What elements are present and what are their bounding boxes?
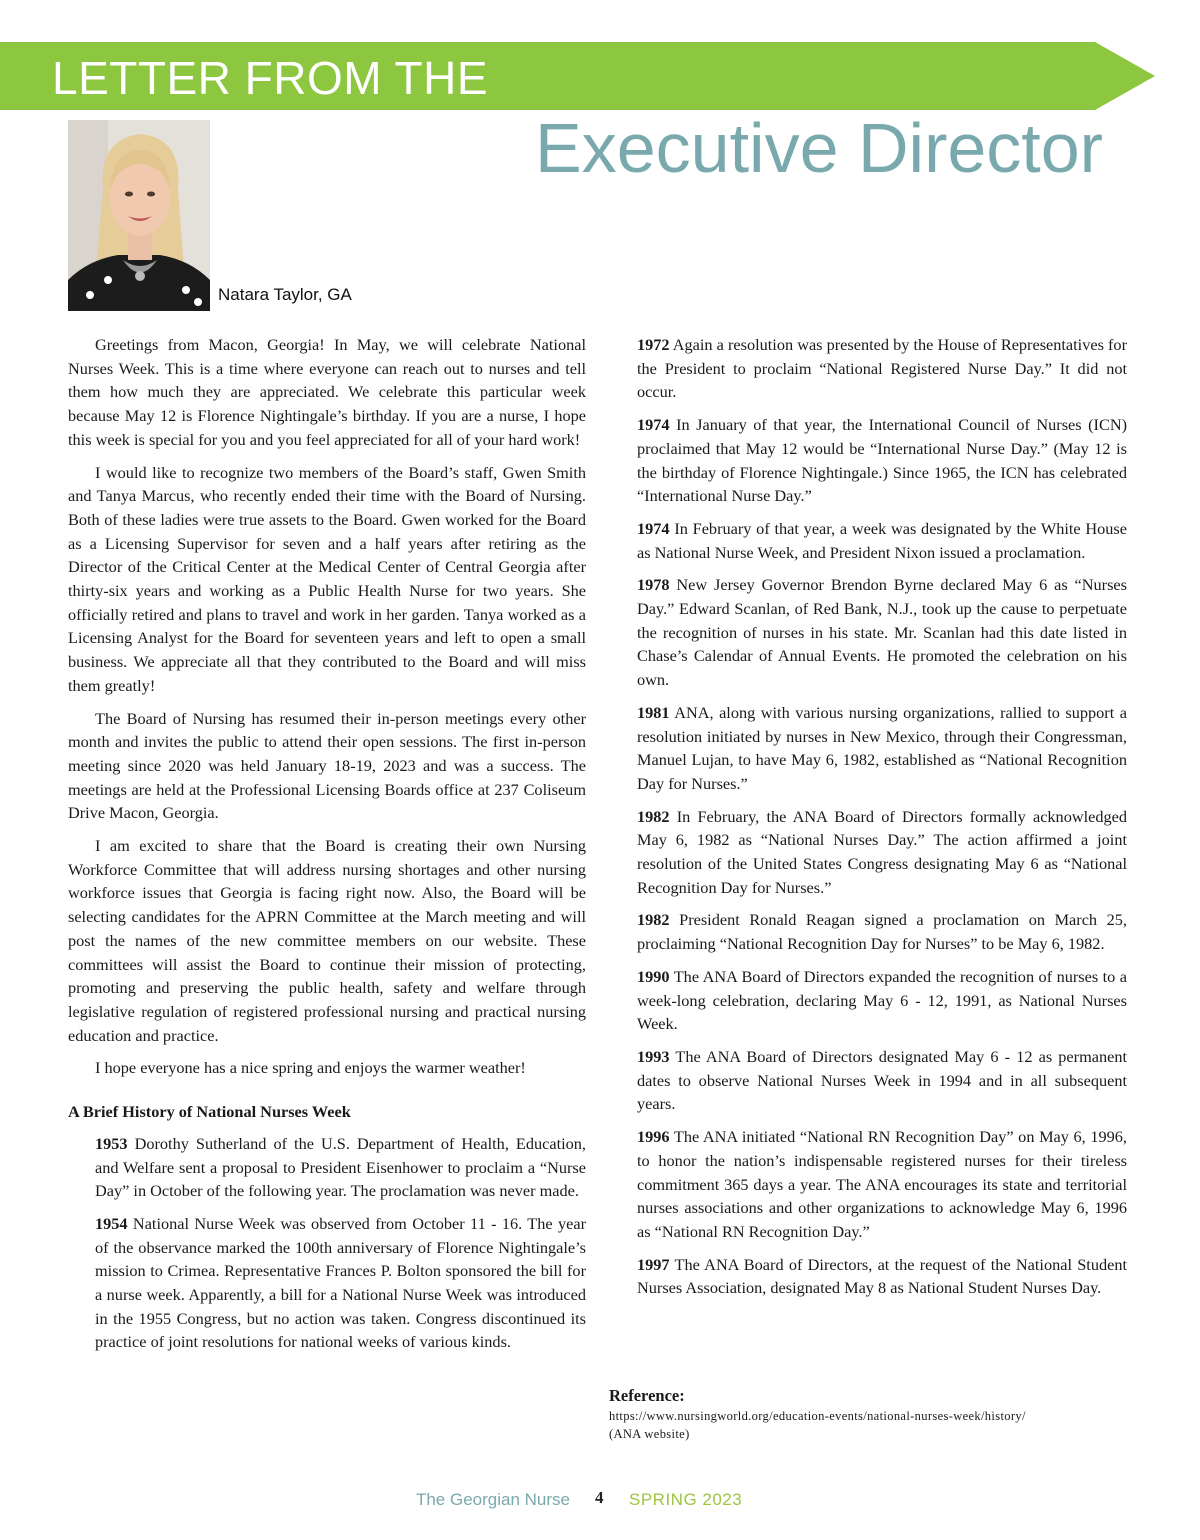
history-entry xyxy=(637,517,1127,564)
history-entry xyxy=(637,1253,1127,1300)
letter-paragraph: The Board of Nursing has resumed their in-person meetings every other month and invites the public to attend their open sessions. The first in-person meeting since 2020 was held January 18-19, 2023 and was a success. The meetings are held at the Professional Licensing Boards office at 237 Coliseum Drive Macon, Georgia. xyxy=(68,708,586,823)
history-entry xyxy=(637,1045,1127,1116)
history-text: President Ronald Reagan signed a proclamation on March 25, proclaiming “National Recognition Day for Nurses” to be May 6, 1982. xyxy=(637,910,1127,954)
history-year: 1978 xyxy=(637,575,670,595)
history-year: 1972 xyxy=(637,335,670,354)
history-entry xyxy=(637,573,1127,692)
history-year: 1953 xyxy=(95,1133,128,1153)
history-text: The ANA Board of Directors designated May 6 - 12 as permanent dates to observe National Nurses Week in 1994 and in all subsequent years. xyxy=(637,1046,1127,1114)
history-text: In February of that year, a week was designated by the White House as National Nurse Week, and President Nixon issued a proclamation. xyxy=(637,518,1127,562)
letter-paragraph: I would like to recognize two members of the Board’s staff, Gwen Smith and Tanya Marcus, who recently ended their time with the Board of Nursing. Both of these ladies were true assets to the Board. Gwen worked for the Board as a Licensing Supervisor for seven and a half years after retiring as the Director of the Critical Center at the Medical Center of Central Georgia after thirty-six years and working as a Public Health Nurse for two years. She officially retired and plans to travel and work in her garden. Tanya worked as a Licensing Analyst for the Board for seventeen years and left to open a small business. We appreciate all that they contributed to the Board and will miss them greatly! xyxy=(68,462,586,695)
reference-heading: Reference: xyxy=(609,1386,685,1405)
history-text: The ANA initiated “National RN Recognition Day” on May 6, 1996, to honor the nation’s indispensable registered nurses for their tireless commitment 365 days a year. The ANA encourages its state and territorial nurses associations and other organizations to acknowledge May 6, 1996 as “National RN Recognition Day.” xyxy=(637,1127,1127,1241)
history-year: 1996 xyxy=(637,1127,670,1147)
banner-title: LETTER FROM THE xyxy=(52,52,489,104)
history-entry xyxy=(637,413,1127,508)
history-year: 1954 xyxy=(95,1213,128,1233)
right-column xyxy=(637,333,1127,1309)
history-entry xyxy=(637,805,1127,900)
history-heading: A Brief History of National Nurses Week xyxy=(68,1102,351,1122)
history-entry xyxy=(637,701,1127,796)
history-text: The ANA Board of Directors expanded the recognition of nurses to a week-long celebration, declaring May 6 - 12, 1991, as National Nurses Week. xyxy=(637,966,1127,1034)
history-text: ANA, along with various nursing organizations, rallied to support a resolution initiated by nurses in New Mexico, through their Congressman, Manuel Lujan, to have May 6, 1982, established as “National Recognition Day for Nurses.” xyxy=(637,702,1127,793)
page-title: Executive Director xyxy=(535,109,1103,187)
history-year: 1990 xyxy=(637,966,670,986)
history-entry xyxy=(637,908,1127,955)
reference-url[interactable]: https://www.nursingworld.org/education-events/national-nurses-week/history/ xyxy=(609,1409,1026,1423)
reference-source: (ANA website) xyxy=(609,1427,690,1441)
history-year: 1982 xyxy=(637,910,670,930)
history-year: 1993 xyxy=(637,1046,670,1066)
history-entry xyxy=(637,333,1127,404)
history-year: 1974 xyxy=(637,518,670,538)
reference-block xyxy=(609,1385,1139,1443)
letter-paragraph: Greetings from Macon, Georgia! In May, we will celebrate National Nurses Week. This is a time where everyone can reach out to nurses and tell them how much they are appreciated. We celebrate this particular week because May 12 is Florence Nightingale’s birthday. If you are a nurse, I hope this week is special for you and you feel appreciated for all of your hard work! xyxy=(68,335,586,449)
header-banner xyxy=(0,42,1155,110)
letter-paragraph: I am excited to share that the Board is creating their own Nursing Workforce Committee that will address nursing shortages and other nursing workforce issues that Georgia is facing right now. Also, the Board will be selecting candidates for the APRN Committee at the March meeting and will post the names of the new committee members on our website. These committees will assist the Board to continue their mission of protecting, promoting and preserving the public health, safety and welfare through legislative regulation of registered professional nursing and practical nursing education and practice. xyxy=(68,836,586,1045)
history-entry xyxy=(68,1132,586,1203)
footer-season: SPRING 2023 xyxy=(629,1490,743,1509)
history-text: The ANA Board of Directors, at the request of the National Student Nurses Association, designated May 8 as National Student Nurses Day. xyxy=(637,1254,1127,1298)
portrait-illustration xyxy=(68,120,210,311)
history-year: 1981 xyxy=(637,702,670,722)
history-text: In February, the ANA Board of Directors formally acknowledged May 6, 1982 as “National Nurses Day.” The action affirmed a joint resolution of the United States Congress designating May 6 as “National Recognition Day for Nurses.” xyxy=(637,806,1127,897)
footer-page-number: 4 xyxy=(595,1488,604,1507)
history-year: 1997 xyxy=(637,1254,670,1274)
history-text: Dorothy Sutherland of the U.S. Department of Health, Education, and Welfare sent a proposal to President Eisenhower to proclaim a “Nurse Day” in October of the following year. The proclamation was never made. xyxy=(95,1133,586,1201)
author-caption: Natara Taylor, GA xyxy=(218,285,352,304)
history-text: Again a resolution was presented by the House of Representatives for the President to proclaim “National Registered Nurse Day.” It did not occur. xyxy=(637,335,1127,402)
letter-paragraph: I hope everyone has a nice spring and enjoys the warmer weather! xyxy=(95,1058,526,1078)
history-text: National Nurse Week was observed from October 11 - 16. The year of the observance marked the 100th anniversary of Florence Nightingale’s mission to Crimea. Representative Frances P. Bolton sponsored the bill for a nurse week. Apparently, a bill for a National Nurse Week was introduced in the 1955 Congress, but no action was taken. Congress discontinued its practice of joint resolutions for national weeks of various kinds. xyxy=(95,1213,586,1352)
history-entry xyxy=(68,1212,586,1354)
history-text: In January of that year, the International Council of Nurses (ICN) proclaimed that May 12 would be “International Nurse Day.” (May 12 is the birthday of Florence Nightingale.) Since 1965, the ICN has celebrated “International Nurse Day.” xyxy=(637,415,1127,506)
history-entry xyxy=(637,965,1127,1036)
history-text: New Jersey Governor Brendon Byrne declared May 6 as “Nurses Day.” Edward Scanlan, of Red Bank, N.J., took up the cause to perpetuate the recognition of nurses in his state. Mr. Scanlan had this date listed in Chase’s Calendar of Annual Events. He promoted the celebration on his own. xyxy=(637,575,1127,690)
history-year: 1974 xyxy=(637,415,670,435)
page-footer xyxy=(0,1488,1200,1512)
history-year: 1982 xyxy=(637,806,670,826)
left-column xyxy=(68,333,586,1363)
footer-publication: The Georgian Nurse xyxy=(415,1490,570,1509)
author-photo xyxy=(68,120,210,311)
history-entry xyxy=(637,1125,1127,1244)
